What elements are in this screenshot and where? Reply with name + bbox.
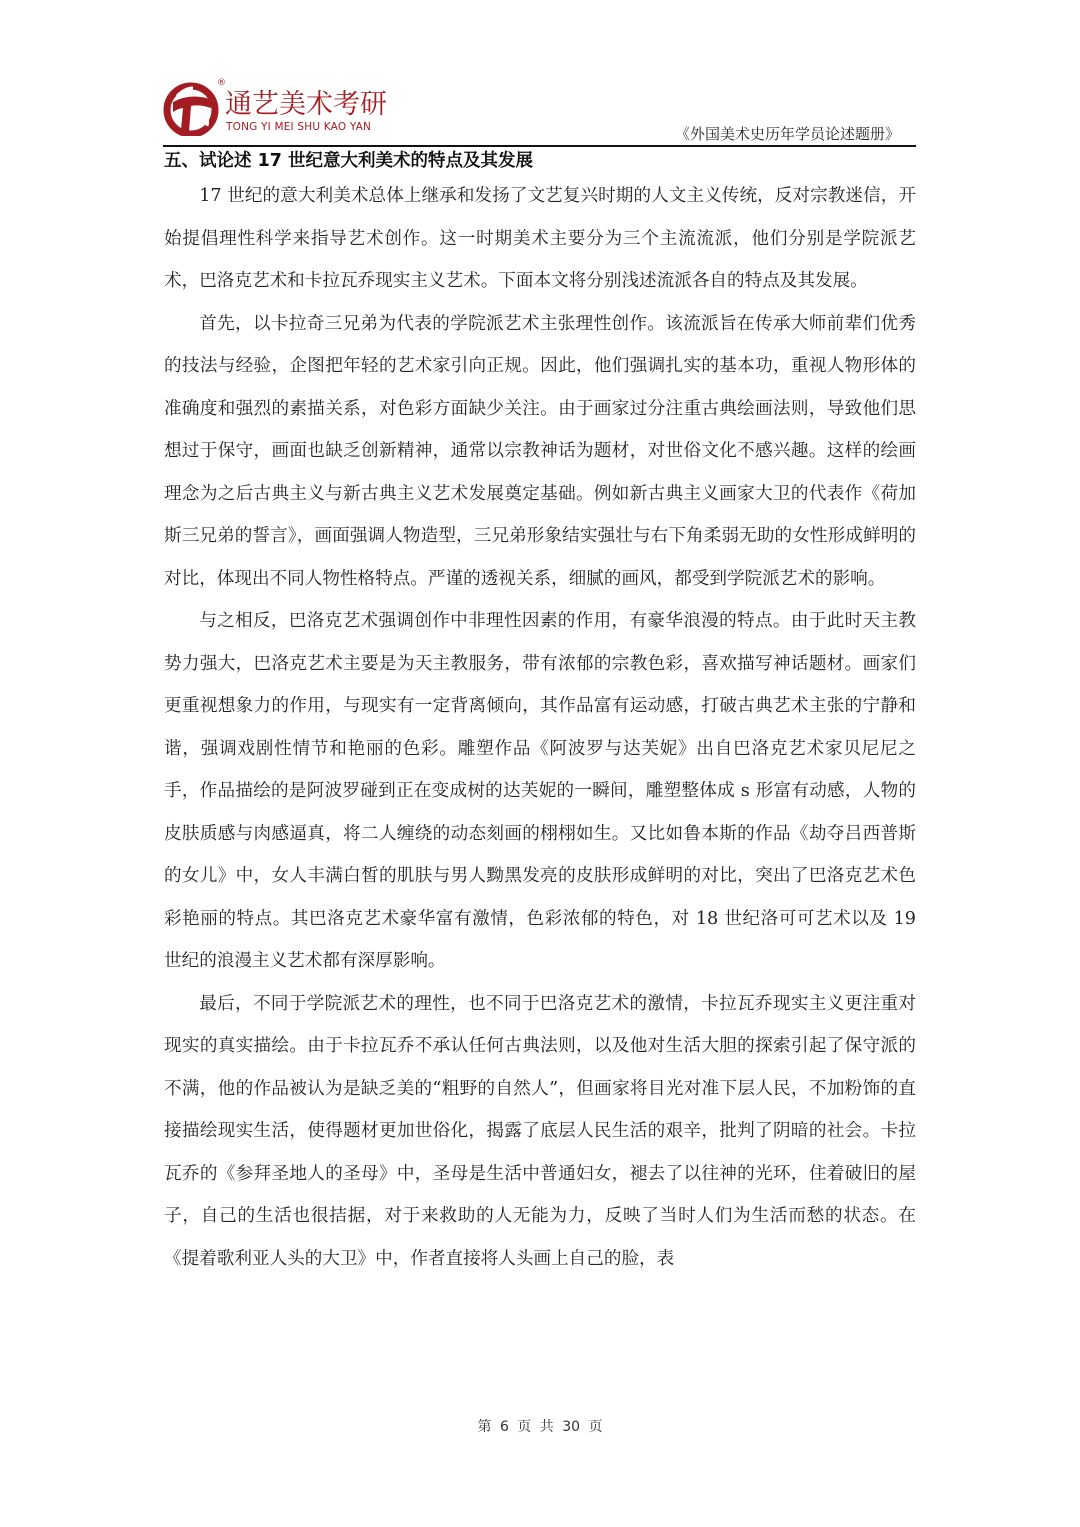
essay-body [164, 175, 916, 1280]
section-heading: 五、试论述 17 世纪意大利美术的特点及其发展 [164, 151, 534, 171]
logo-name-cn: 通艺美术考研 [225, 89, 387, 120]
page-number: 第 6 页 共 30 页 [477, 1419, 603, 1435]
paragraph-intro: 17 世纪的意大利美术总体上继承和发扬了文艺复兴时期的人文主义传统，反对宗教迷信，开始提倡理性科学来指导艺术创作。这一时期美术主要分为三个主流流派，他们分别是学院派艺术，巴洛克艺术和卡拉瓦乔现实主义艺术。下面本文将分别浅述流派各自的特点及其发展。 [164, 186, 916, 291]
paragraph-academic: 首先，以卡拉奇三兄弟为代表的学院派艺术主张理性创作。该流派旨在传承大师前辈们优秀的技法与经验，企图把年轻的艺术家引向正规。因此，他们强调扎实的基本功，重视人物形体的准确度和强烈的素描关系，对色彩方面缺少关注。由于画家过分注重古典绘画法则，导致他们思想过于保守，画面也缺乏创新精神，通常以宗教神话为题材，对世俗文化不感兴趣。这样的绘画理念为之后古典主义与新古典主义艺术发展奠定基础。例如新古典主义画家大卫的代表作《荷加斯三兄弟的誓言》，画面强调人物造型，三兄弟形象结实强壮与右下角柔弱无助的女性形成鲜明的对比，体现出不同人物性格特点。严谨的透视关系，细腻的画风，都受到学院派艺术的影响。 [164, 313, 916, 589]
logo-emblem-icon [163, 82, 221, 136]
paragraph-baroque: 与之相反，巴洛克艺术强调创作中非理性因素的作用，有豪华浪漫的特点。由于此时天主教势力强大，巴洛克艺术主要是为天主教服务，带有浓郁的宗教色彩，喜欢描写神话题材。画家们更重视想象力的作用，与现实有一定背离倾向，其作品富有运动感，打破古典艺术主张的宁静和谐，强调戏剧性情节和艳丽的色彩。雕塑作品《阿波罗与达芙妮》出自巴洛克艺术家贝尼尼之手，作品描绘的是阿波罗碰到正在变成树的达芙妮的一瞬间，雕塑整体成 s 形富有动感，人物的皮肤质感与肉感逼真，将二人缠绕的动态刻画的栩栩如生。又比如鲁本斯的作品《劫夺吕西普斯的女儿》中，女人丰满白皙的肌肤与男人黝黑发亮的皮肤形成鲜明的对比，突出了巴洛克艺术色彩艳丽的特点。其巴洛克艺术豪华富有激情，色彩浓郁的特色，对 18 世纪洛可可艺术以及 19 世纪的浪漫主义艺术都有深厚影响。 [164, 611, 916, 971]
brand-logo [163, 78, 403, 138]
registered-mark: ® [217, 78, 226, 88]
logo-name-en: TONG YI MEI SHU KAO YAN [226, 121, 372, 133]
book-title: 《外国美术史历年学员论述题册》 [674, 125, 900, 143]
paragraph-caravaggio: 最后，不同于学院派艺术的理性，也不同于巴洛克艺术的激情，卡拉瓦乔现实主义更注重对现实的真实描绘。由于卡拉瓦乔不承认任何古典法则，以及他对生活大胆的探索引起了保守派的不满，他的作品被认为是缺乏美的“粗野的自然人”，但画家将目光对准下层人民，不加粉饰的直接描绘现实生活，使得题材更加世俗化，揭露了底层人民生活的艰辛，批判了阴暗的社会。卡拉瓦乔的《参拜圣地人的圣母》中，圣母是生活中普通妇女，褪去了以往神的光环，住着破旧的屋子，自己的生活也很拮据，对于来救助的人无能为力，反映了当时人们为生活而愁的状态。在《提着歌利亚人头的大卫》中，作者直接将人头画上自己的脸，表 [164, 993, 916, 1269]
header-divider [163, 145, 916, 147]
